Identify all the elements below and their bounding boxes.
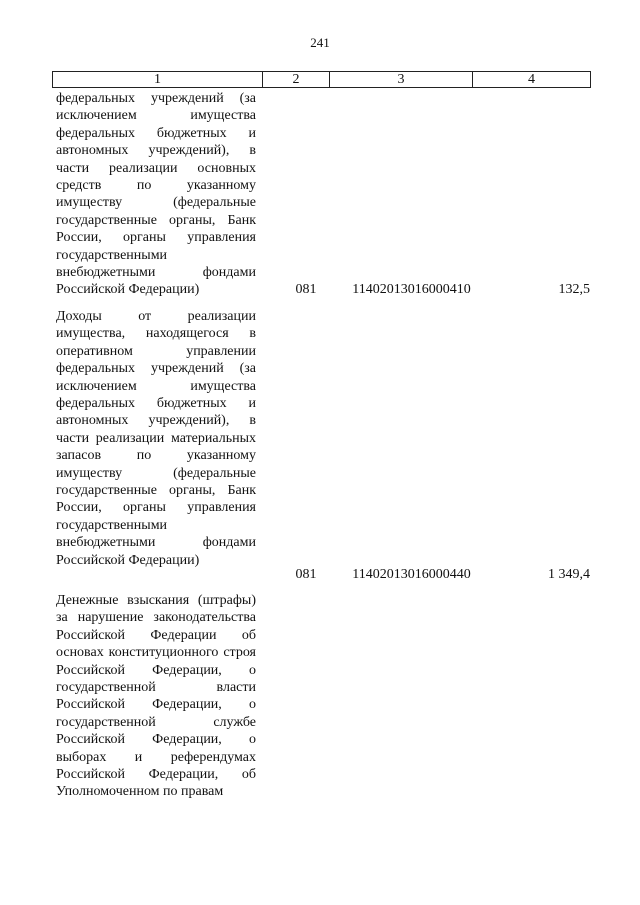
table-row bbox=[56, 592, 590, 801]
column-header-3: 3 bbox=[330, 72, 473, 87]
page-number: 241 bbox=[310, 35, 330, 50]
column-header-4: 4 bbox=[528, 72, 535, 87]
row-description: федеральных учреждений (за исключением имущества федеральных бюджетных и автономных учреждений), в части реализации основных средств по указанному имуществу (федеральные государственные органы, Банк России, органы управления государственными внебюджетными фондами Российской Федерации) bbox=[56, 91, 256, 298]
kbk-code: 11402013016000440 bbox=[352, 567, 471, 582]
column-header-1: 1 bbox=[53, 72, 263, 87]
admin-code: 081 bbox=[295, 567, 317, 582]
admin-code: 081 bbox=[295, 282, 317, 297]
row-description: Доходы от реализации имущества, находящегося в оперативном управлении федеральных учреждений (за исключением имущества федеральных бюджетных и автономных учреждений), в части реализации материальных запасов по указанному имуществу (федеральные государственные органы, Банк России, органы управления государственными внебюджетными фондами Российской Федерации) bbox=[56, 309, 256, 568]
table-row bbox=[56, 308, 590, 582]
table-header-row bbox=[52, 71, 591, 88]
kbk-code: 11402013016000410 bbox=[352, 282, 471, 297]
amount: 132,5 bbox=[558, 282, 590, 297]
column-header-2: 2 bbox=[263, 72, 330, 87]
row-description: Денежные взыскания (штрафы) за нарушение законодательства Российской Федерации об основах конституционного строя Российской Федерации, о государственной власти Российской Федерации, о государственной службе Российской Федерации, о выборах и референдумах Российской Федерации, об Уполномоченном по правам bbox=[56, 593, 256, 800]
table-row bbox=[56, 90, 590, 299]
amount: 1 349,4 bbox=[548, 567, 590, 582]
